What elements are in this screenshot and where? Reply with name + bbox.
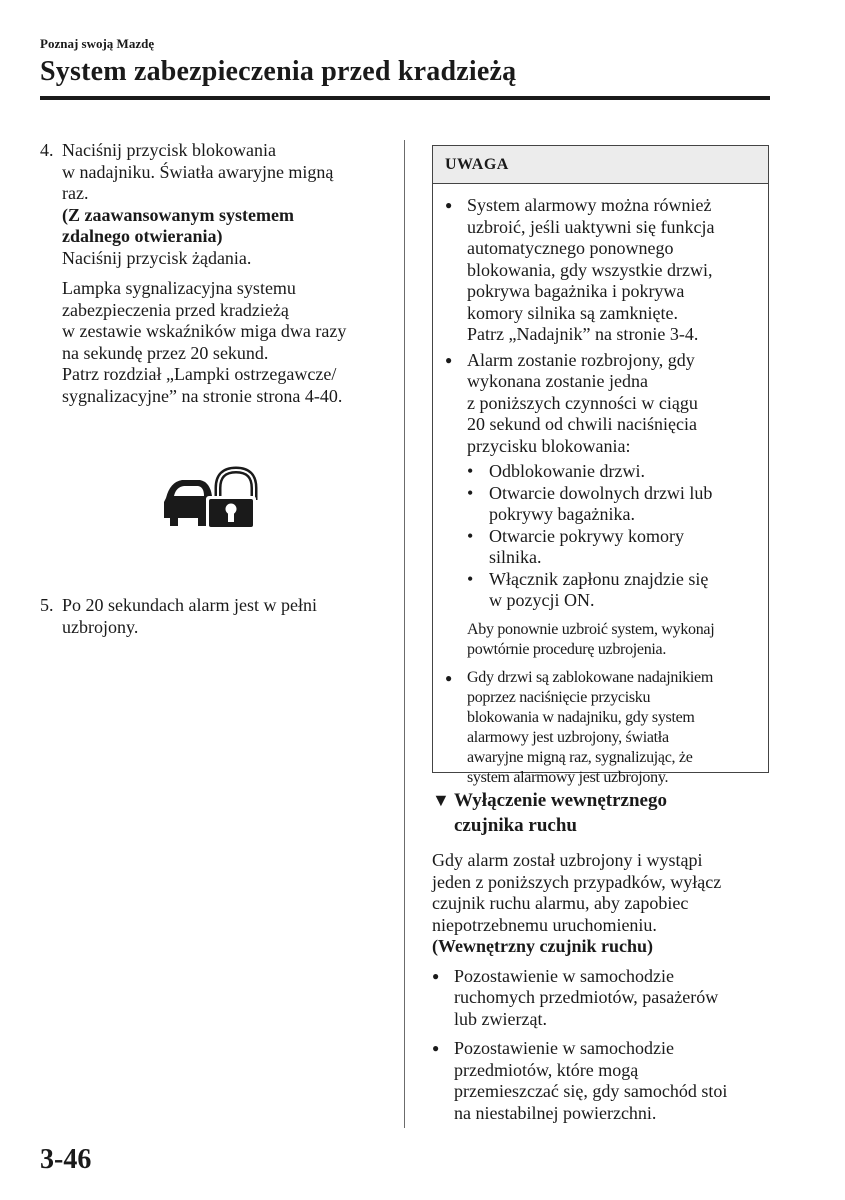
note-subitem (467, 461, 763, 483)
body-line: przedmiotów, które mogą (454, 1059, 639, 1080)
sub-bullet-icon: • (467, 568, 474, 589)
step-4-bold-line: (Z zaawansowanym systemem (62, 204, 294, 225)
note-box (432, 145, 769, 786)
step-4-line: raz. (62, 183, 89, 203)
note-line: system alarmowy jest uzbrojony. (467, 768, 669, 786)
note-line: silnika. (489, 547, 542, 567)
paragraph-line: zabezpieczenia przed kradzieżą (62, 299, 289, 320)
note-line: Otwarcie pokrywy komory (489, 525, 684, 546)
note-line: komory silnika są zamknięte. (467, 302, 678, 323)
sub-bullet-icon: • (467, 482, 474, 503)
title-rule (40, 96, 770, 100)
section-title-line: Wyłączenie wewnętrznego (454, 790, 667, 811)
step-4-line: w nadajniku. Światła awaryjne migną (62, 161, 334, 182)
step-4-number: 4. (40, 140, 54, 160)
note-line: automatycznego ponownego (467, 238, 674, 258)
bullet-icon: ● (445, 352, 453, 367)
note-line: 20 sekund od chwili naciśnięcia (467, 414, 697, 434)
sub-bullet-icon: • (467, 461, 474, 481)
step-4-line: Naciśnij przycisk blokowania (62, 140, 276, 160)
motion-bullet-2 (432, 1038, 767, 1124)
body-bold-line: (Wewnętrzny czujnik ruchu) (432, 936, 653, 956)
triangle-down-icon: ▼ (432, 790, 450, 810)
step-5-line: uzbrojony. (62, 616, 139, 637)
indicator-paragraph (62, 278, 385, 407)
step-5-line: Po 20 sekundach alarm jest w pełni (62, 595, 317, 615)
note-line: pokrywy bagażnika. (489, 504, 635, 524)
section-heading (432, 788, 769, 838)
note-subitem (467, 569, 763, 612)
breadcrumb: Poznaj swoją Mazdę (40, 36, 155, 51)
body-line: na niestabilnej powierzchni. (454, 1102, 657, 1123)
note-header (433, 146, 768, 184)
note-subitem (467, 526, 763, 569)
note-heading: UWAGA (445, 156, 509, 173)
body-line: Pozostawienie w samochodzie (454, 965, 674, 986)
bullet-icon: ● (432, 1041, 440, 1055)
paragraph-line: w zestawie wskaźników miga dwa razy (62, 321, 347, 341)
step-5 (40, 595, 385, 638)
bullet-icon: ● (445, 670, 452, 685)
note-item-1 (445, 195, 763, 346)
note-line: powtórnie procedurę uzbrojenia. (467, 640, 667, 658)
step-4 (40, 140, 385, 407)
note-item-3 (445, 668, 763, 788)
note-line: System alarmowy można również (467, 195, 712, 215)
step-4-line: Naciśnij przycisk żądania. (62, 247, 252, 268)
note-sublist (467, 461, 763, 612)
section-title-line: czujnika ruchu (454, 815, 577, 836)
note-line: alarmowy jest uzbrojony, światła (467, 728, 669, 746)
note-line: pokrywa bagażnika i pokrywa (467, 281, 685, 301)
note-line: blokowania w nadajniku, gdy system (467, 708, 695, 726)
note-line: wykonana zostanie jedna (467, 371, 648, 391)
paragraph-line: Patrz rozdział „Lampki ostrzegawcze/ (62, 364, 337, 384)
note-line: przycisku blokowania: (467, 435, 631, 456)
body-line: ruchomych przedmiotów, pasażerów (454, 987, 719, 1007)
note-item-2 (445, 350, 763, 660)
note-line: Alarm zostanie rozbrojony, gdy (467, 349, 695, 370)
note-line: Otwarcie dowolnych drzwi lub (489, 482, 713, 503)
paragraph-line: na sekundę przez 20 sekund. (62, 342, 269, 363)
motion-sensor-body (432, 850, 767, 1124)
page-title: System zabezpieczenia przed kradzieżą (40, 56, 517, 87)
step-4-bold-line: zdalnego otwierania) (62, 226, 223, 246)
note-line: Aby ponownie uzbroić system, wykonaj (467, 620, 715, 638)
body-line: czujnik ruchu alarmu, aby zapobiec (432, 893, 689, 913)
body-line: przemieszczać się, gdy samochód stoi (454, 1081, 728, 1101)
rearm-note (467, 620, 763, 660)
note-line: Patrz „Nadajnik” na stronie 3-4. (467, 324, 699, 344)
paragraph-line: Lampka sygnalizacyjna systemu (62, 278, 296, 298)
note-line: uzbroić, jeśli uaktywni się funkcja (467, 216, 715, 237)
bullet-icon: ● (445, 198, 453, 212)
column-divider (404, 140, 405, 1128)
paragraph-line: sygnalizacyjne” na stronie strona 4-40. (62, 385, 343, 406)
note-line: poprzez naciśnięcie przycisku (467, 688, 651, 706)
body-line: jeden z poniższych przypadków, wyłącz (432, 871, 722, 892)
motion-bullet-1 (432, 966, 767, 1031)
note-line: z poniższych czynności w ciągu (467, 392, 698, 413)
note-line: Odblokowanie drzwi. (489, 461, 645, 481)
note-line: Włącznik zapłonu znajdzie się (489, 568, 709, 589)
body-line: niepotrzebnemu uruchomieniu. (432, 914, 657, 935)
security-indicator-car-lock-icon (160, 462, 260, 534)
note-body (445, 195, 763, 788)
bullet-icon: ● (432, 968, 440, 983)
note-line: w pozycji ON. (489, 590, 595, 610)
step-5-number: 5. (40, 595, 54, 615)
body-line: Pozostawienie w samochodzie (454, 1038, 674, 1058)
page-number: 3-46 (40, 1144, 92, 1175)
body-line: lub zwierząt. (454, 1008, 547, 1029)
note-line: awaryjne migną raz, sygnalizując, że (467, 748, 693, 766)
note-line: blokowania, gdy wszystkie drzwi, (467, 259, 713, 280)
note-line: Gdy drzwi są zablokowane nadajnikiem (467, 668, 714, 686)
note-subitem (467, 483, 763, 526)
sub-bullet-icon: • (467, 525, 474, 546)
body-line: Gdy alarm został uzbrojony i wystąpi (432, 850, 703, 870)
